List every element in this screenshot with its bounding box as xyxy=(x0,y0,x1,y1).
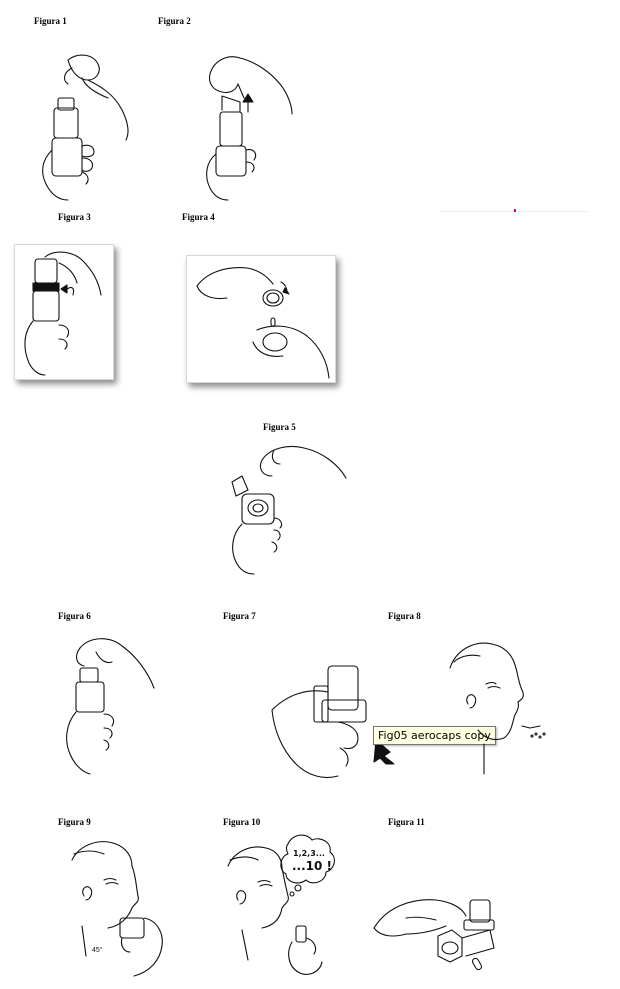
figure-4-illustration xyxy=(186,255,336,383)
capsule-icon xyxy=(263,290,283,306)
caption-figura-3: Figura 3 xyxy=(58,212,91,222)
caption-figura-9: Figura 9 xyxy=(58,817,91,827)
figure-2-illustration xyxy=(200,50,300,200)
inhaler-icon xyxy=(242,494,274,524)
caption-figura-4: Figura 4 xyxy=(182,212,215,222)
figure-9-illustration xyxy=(64,836,174,982)
caption-figura-2: Figura 2 xyxy=(158,16,191,26)
red-mark xyxy=(514,209,516,212)
caption-figura-8: Figura 8 xyxy=(388,611,421,621)
figure-6-illustration xyxy=(60,632,160,778)
capsule-icon xyxy=(471,957,482,970)
figure-11-illustration xyxy=(366,890,502,974)
caption-figura-11: Figura 11 xyxy=(388,817,425,827)
caption-figura-6: Figura 6 xyxy=(58,611,91,621)
figure-1-illustration xyxy=(38,50,138,200)
thought-bubble-line1: 1,2,3... xyxy=(293,849,325,858)
figure-8-illustration xyxy=(440,634,550,778)
inhaler-icon xyxy=(328,666,358,710)
caption-figura-1: Figura 1 xyxy=(34,16,67,26)
figure-10-illustration xyxy=(222,830,342,980)
inhaler-icon xyxy=(296,926,306,942)
image-tooltip: Fig05 aerocaps copy xyxy=(373,726,496,745)
inhaler-icon xyxy=(54,108,78,138)
figure-5-illustration xyxy=(218,438,358,578)
angle-label: 45° xyxy=(92,947,103,954)
figure-7-illustration xyxy=(268,660,398,784)
caption-figura-7: Figura 7 xyxy=(223,611,256,621)
head-profile-icon xyxy=(440,634,550,778)
caption-figura-5: Figura 5 xyxy=(263,422,296,432)
thought-bubble-line2: ...10 ! xyxy=(292,859,333,873)
head-profile-icon xyxy=(228,847,288,960)
caption-figura-10: Figura 10 xyxy=(223,817,261,827)
inhaler-icon xyxy=(470,900,490,922)
head-profile-icon xyxy=(64,836,174,982)
hand-icon xyxy=(38,50,138,200)
figure-3-illustration xyxy=(14,244,114,380)
